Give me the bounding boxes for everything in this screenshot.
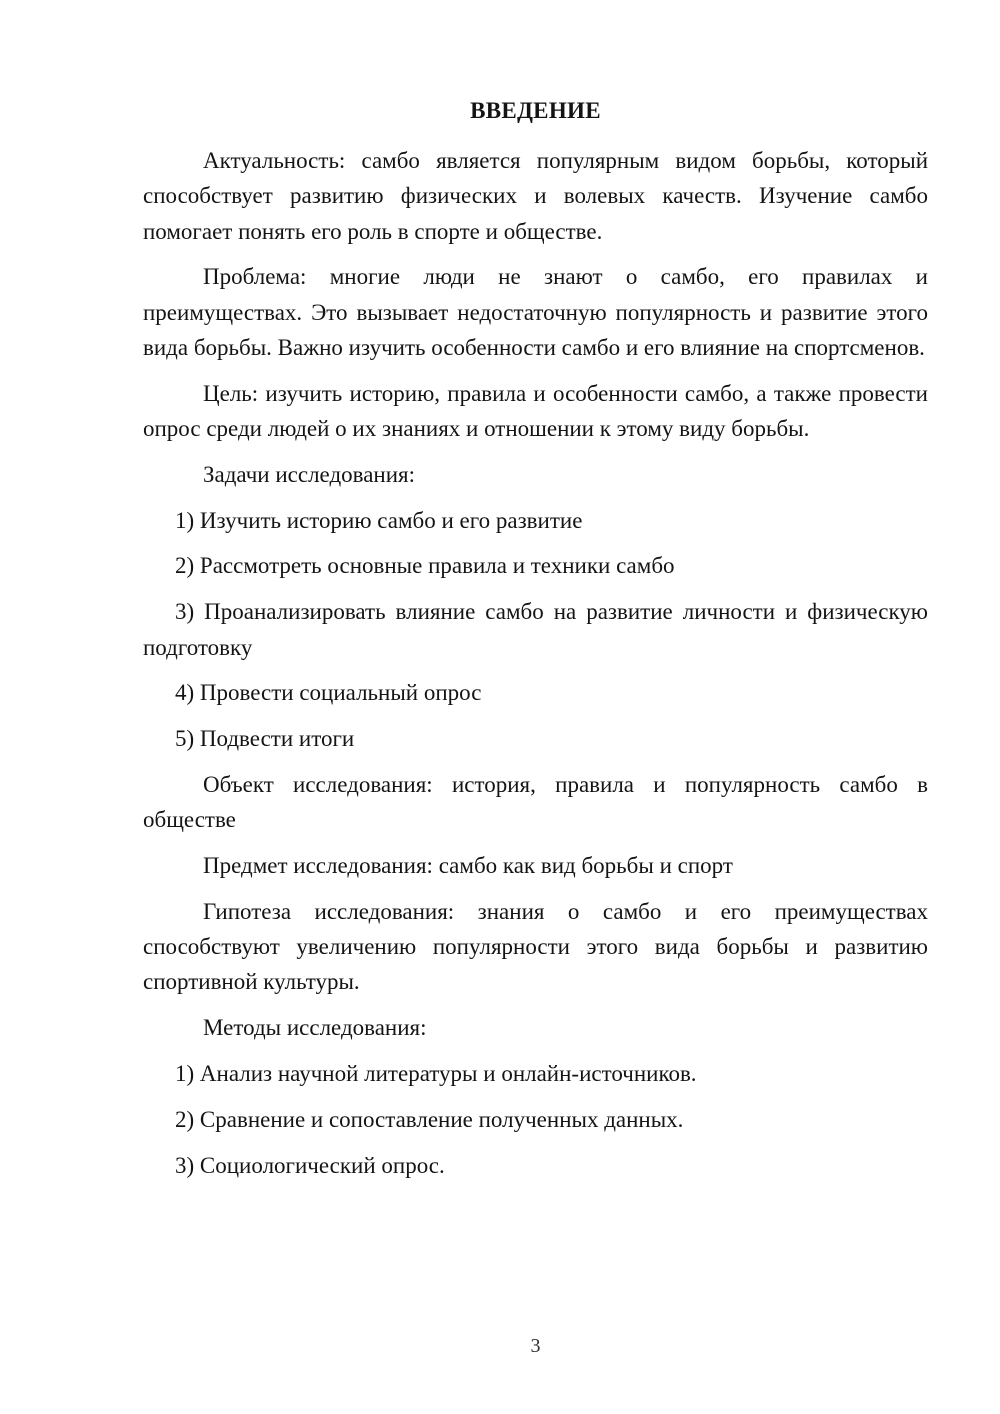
task-item-5: 5) Подвести итоги <box>175 726 355 752</box>
paragraph-subject: Предмет исследования: самбо как вид борьбы и спорт <box>203 853 733 879</box>
paragraph-problem: Проблема: многие люди не знают о самбо, его правилах и преимуществах. Это вызывает недостаточную популярность и развитие этого вида борьбы. Важно изучить особенности самбо и его влияние на спортсменов. <box>143 264 928 360</box>
document-body <box>143 143 928 1193</box>
method-item-3: 3) Социологический опрос. <box>175 1152 445 1178</box>
task-item-2: 2) Рассмотреть основные правила и техники самбо <box>175 553 675 579</box>
task-item-1: 1) Изучить историю самбо и его развитие <box>175 507 583 533</box>
task-item-3: 3) Проанализировать влияние самбо на развитие личности и физическую подготовку <box>143 599 928 660</box>
paragraph-hypothesis: Гипотеза исследования: знания о самбо и его преимуществах способствуют увеличению популярности этого вида борьбы и развитию спортивной культуры. <box>143 898 928 995</box>
page-number: 3 <box>530 1335 541 1357</box>
tasks-heading: Задачи исследования: <box>203 461 416 487</box>
paragraph-relevance: Актуальность: самбо является популярным видом борьбы, который способствует развитию физических и волевых качеств. Изучение самбо помогает понять его роль в спорте и обществе. <box>143 148 928 244</box>
task-item-4: 4) Провести социальный опрос <box>175 680 482 706</box>
method-item-1: 1) Анализ научной литературы и онлайн-источников. <box>175 1061 697 1087</box>
section-title: ВВЕДЕНИЕ <box>470 98 601 123</box>
methods-heading: Методы исследования: <box>203 1015 427 1041</box>
method-item-2: 2) Сравнение и сопоставление полученных данных. <box>175 1106 684 1132</box>
paragraph-goal: Цель: изучить историю, правила и особенности самбо, а также провести опрос среди людей о их знаниях и отношении к этому виду борьбы. <box>143 380 928 442</box>
paragraph-object: Объект исследования: история, правила и популярность самбо в обществе <box>143 771 928 833</box>
